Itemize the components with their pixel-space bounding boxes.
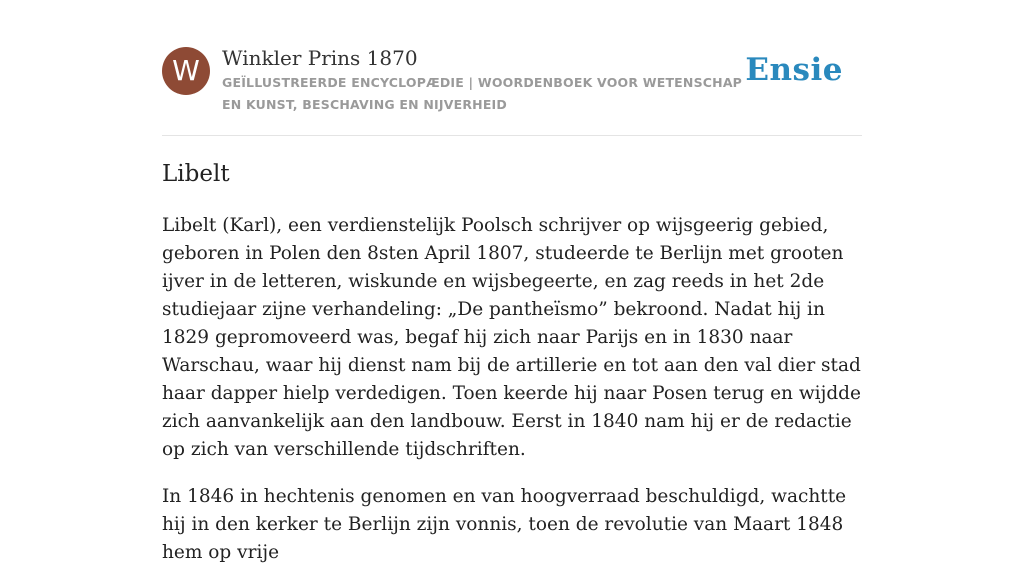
source-subtitle: GEÏLLUSTREERDE ENCYCLOPÆDIE | WOORDENBOEK VOOR WETENSCHAP EN KUNST, BESCHAVING EN NIJVERHEID [222, 75, 743, 112]
ensie-logo-link[interactable]: Ensie [745, 52, 843, 88]
article-body [162, 212, 867, 586]
header [162, 0, 862, 136]
source-avatar[interactable]: W [162, 47, 210, 95]
source-title[interactable]: Winkler Prins 1870 [222, 46, 418, 70]
article-paragraph: In 1846 in hechtenis genomen en van hoogverraad beschuldigd, wachtte hij in den kerker te Berlijn zijn vonnis, toen de revolutie van Maart 1848 hem op vrije [162, 486, 847, 563]
content-container [162, 0, 862, 563]
article-title: Libelt [162, 161, 230, 187]
article-paragraph: Libelt (Karl), een verdienstelijk Poolsch schrijver op wijsgeerig gebied, geboren in Polen den 8sten April 1807, studeerde te Berlijn met grooten ijver in de letteren, wiskunde en wijsbegeerte, en zag reeds in het 2de studiejaar zijne verhandeling: „De pantheïsmo” bekroond. Nadat hij in 1829 gepromoveerd was, begaf hij zich naar Parijs en in 1830 naar Warschau, waar hij dienst nam bij de artillerie en tot aan den val dier stad haar dapper hielp verdedigen. Toen keerde hij naar Posen terug en wijdde zich aanvankelijk aan den landbouw. Eerst in 1840 nam hij er de redactie op zich van verschillende tijdschriften. [162, 215, 861, 460]
